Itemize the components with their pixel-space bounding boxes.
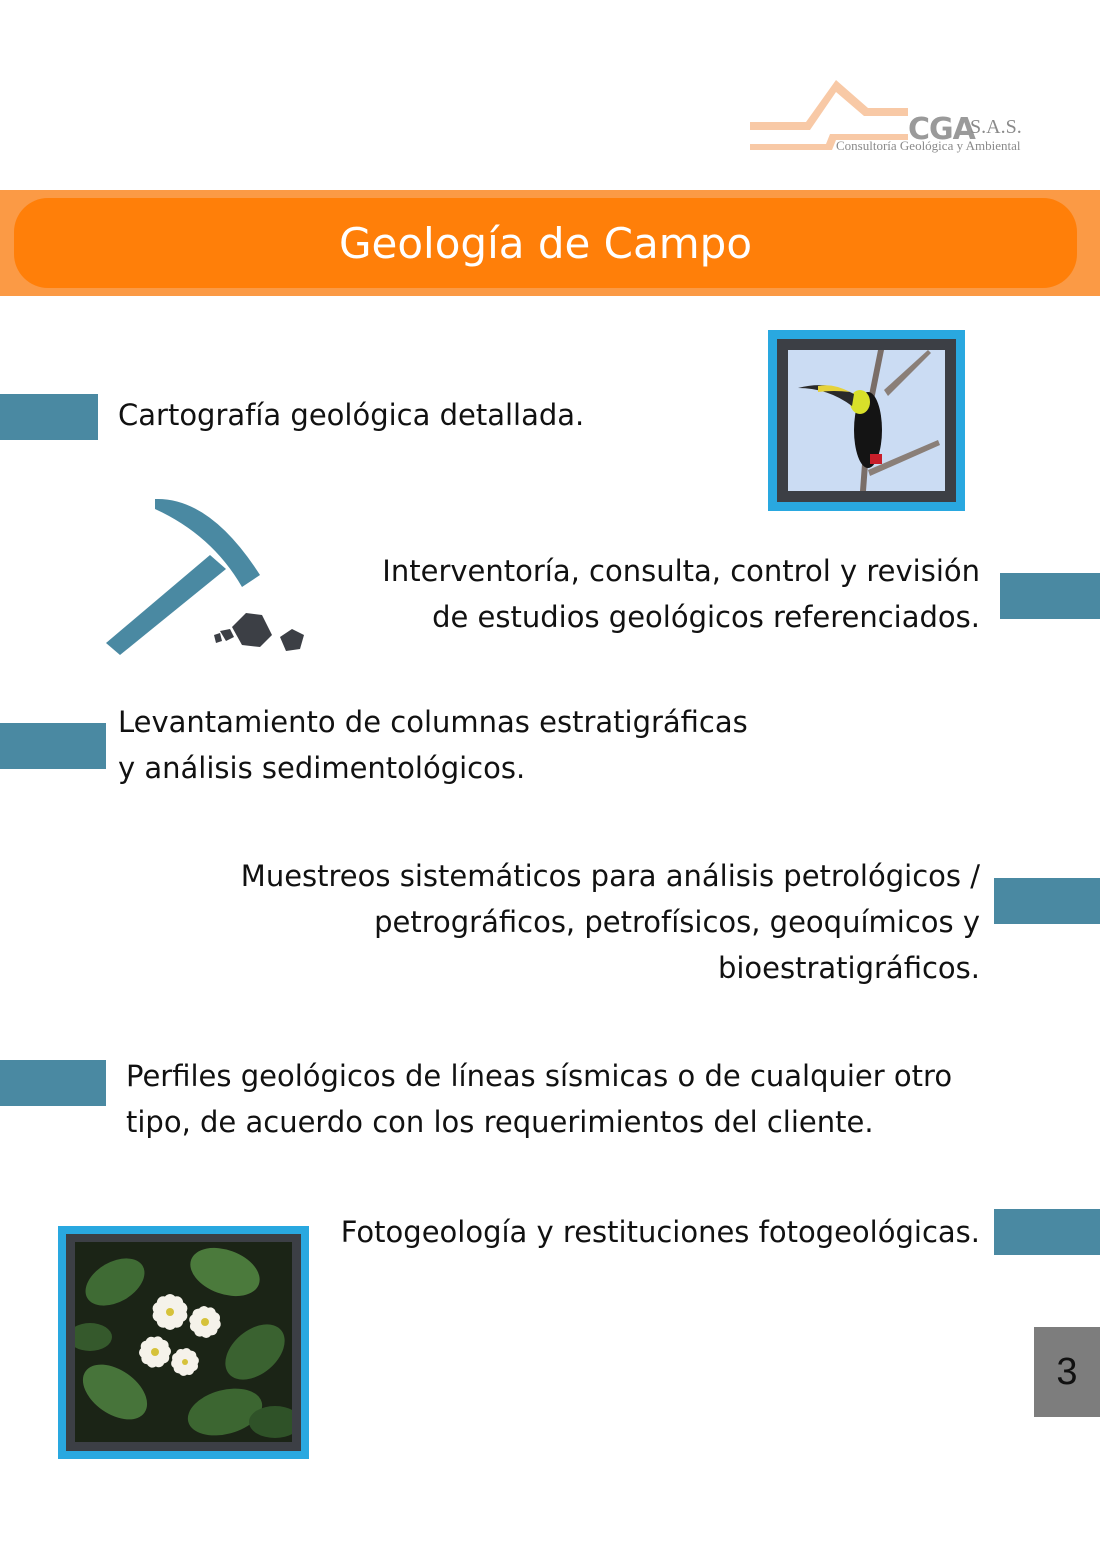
service-item xyxy=(126,1053,952,1145)
page-title: Geología de Campo xyxy=(338,218,753,268)
bullet-bar xyxy=(994,1209,1100,1255)
bullet-bar xyxy=(0,723,106,769)
service-line: Interventoría, consulta, control y revisión xyxy=(382,554,980,588)
service-line: Perfiles geológicos de líneas sísmicas o de cualquier otro xyxy=(126,1059,953,1093)
logo-suffix: S.A.S. xyxy=(970,116,1022,138)
service-line: bioestratigráficos. xyxy=(717,951,980,985)
bullet-bar xyxy=(0,394,98,440)
flower-image xyxy=(75,1242,292,1442)
service-line: tipo, de acuerdo con los requerimientos del cliente. xyxy=(126,1105,874,1139)
service-item xyxy=(118,699,748,791)
toucan-photo xyxy=(768,330,965,511)
bullet-bar xyxy=(0,1060,106,1106)
page-number: 3 xyxy=(1034,1327,1100,1417)
service-line: y análisis sedimentológicos. xyxy=(118,751,526,785)
title-banner xyxy=(0,190,1100,296)
rock-hammer-icon xyxy=(100,495,310,660)
service-line: Muestreos sistemáticos para análisis petrológicos / xyxy=(240,859,980,893)
service-line: Levantamiento de columnas estratigráficas xyxy=(118,705,748,739)
service-item xyxy=(300,1209,980,1255)
flower-photo xyxy=(58,1226,309,1459)
service-line: petrográficos, petrofísicos, geoquímicos y xyxy=(374,905,980,939)
logo-tagline: Consultoría Geológica y Ambiental xyxy=(836,138,1021,153)
bullet-bar xyxy=(994,878,1100,924)
title-banner-pill xyxy=(14,198,1077,288)
service-item xyxy=(200,853,980,991)
photo-mat xyxy=(777,339,956,502)
company-logo xyxy=(748,72,1028,162)
service-item xyxy=(118,392,584,438)
photo-mat xyxy=(66,1234,301,1451)
service-line: Fotogeología y restituciones fotogeológicas. xyxy=(340,1215,980,1249)
service-item xyxy=(380,548,980,640)
service-line: Cartografía geológica detallada. xyxy=(118,398,585,432)
service-line: de estudios geológicos referenciados. xyxy=(432,600,980,634)
toucan-image xyxy=(788,350,945,491)
logo-mark: CGA xyxy=(908,112,975,147)
bullet-bar xyxy=(1000,573,1100,619)
